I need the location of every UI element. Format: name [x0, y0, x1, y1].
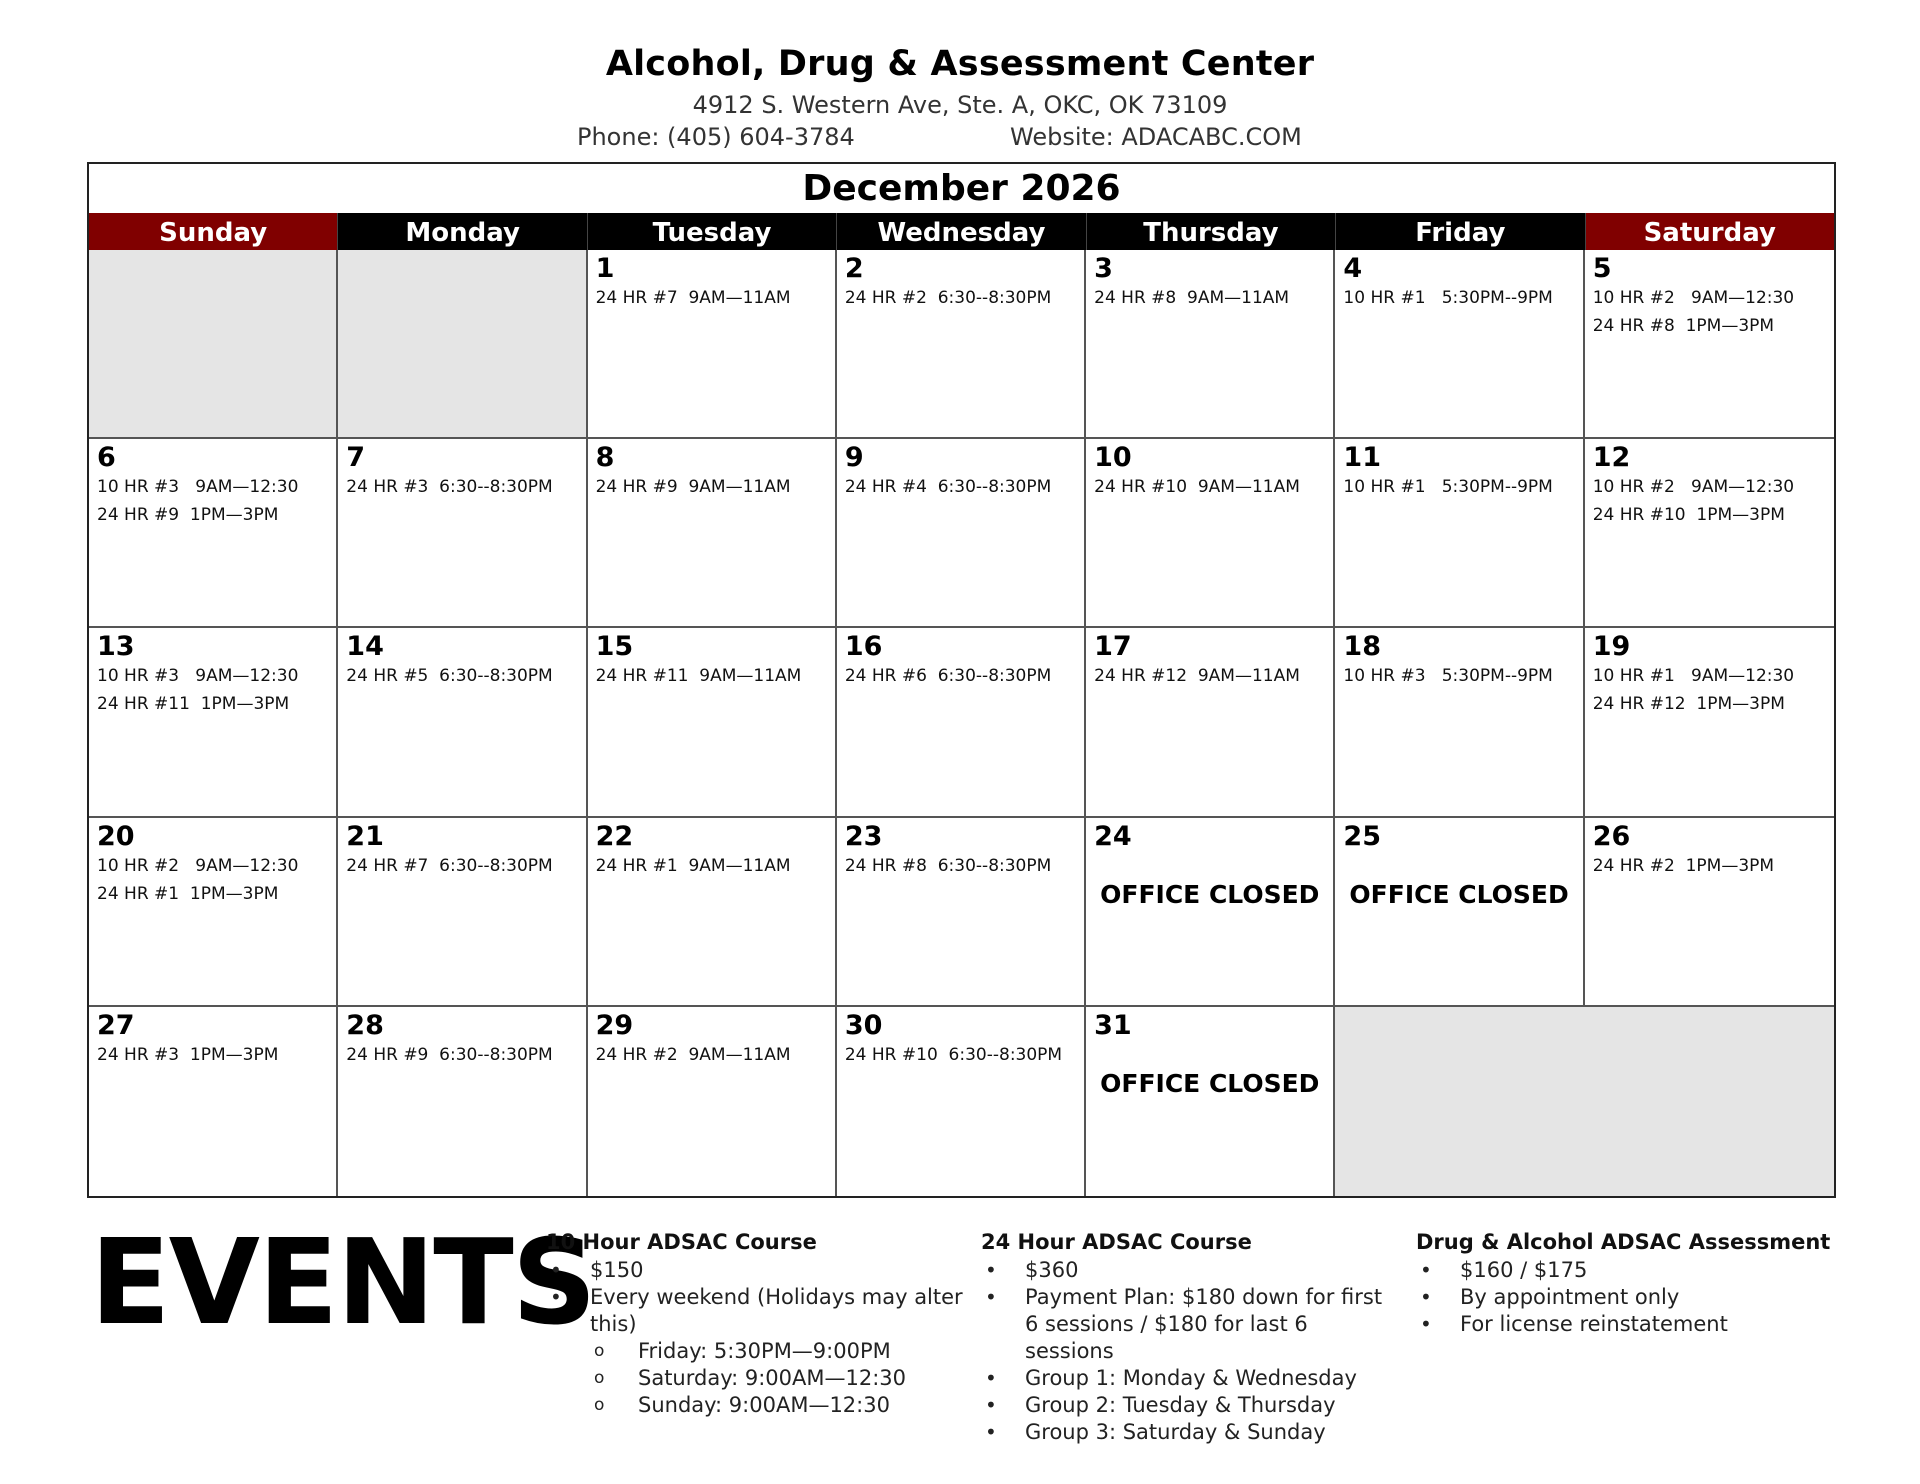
class-session: 24 HR #2 6:30--8:30PM: [844, 288, 1052, 308]
day-number: 28: [346, 1009, 384, 1041]
bullet-item: • $360: [981, 1257, 1401, 1284]
office-closed-notice: OFFICE CLOSED: [1349, 879, 1569, 909]
day-number: 4: [1343, 253, 1363, 284]
day-cell: [89, 1007, 338, 1196]
day-number: 21: [346, 820, 384, 852]
day-cell: [1335, 818, 1584, 1007]
day-number: 26: [1592, 820, 1631, 852]
empty-day-cell: [338, 250, 587, 439]
class-session: 24 HR #3 1PM—3PM: [97, 1044, 279, 1065]
assessment-title: Drug & Alcohol ADSAC Assessment: [1416, 1230, 1831, 1254]
ten-hour-course-title: 10 Hour ADSAC Course: [546, 1230, 817, 1254]
day-cell: [89, 628, 338, 817]
class-session: 24 HR #12 1PM—3PM: [1592, 694, 1785, 715]
day-cell: [1585, 439, 1834, 628]
day-number: 11: [1343, 442, 1381, 474]
day-of-week-header: [89, 213, 1834, 250]
calendar-grid: [89, 250, 1834, 1196]
day-cell: [1335, 250, 1584, 439]
class-session: 24 HR #8 6:30--8:30PM: [844, 855, 1052, 876]
class-session: 24 HR #4 6:30--8:30PM: [844, 477, 1052, 498]
day-number: 15: [595, 631, 634, 663]
day-cell: [338, 818, 587, 1007]
class-session: 10 HR #3 5:30PM--9PM: [1343, 666, 1553, 687]
dow-sunday: Sunday: [89, 213, 338, 250]
org-phone: Phone: (405) 604-3784: [577, 123, 855, 151]
class-session: 10 HR #3 9AM—12:30: [97, 666, 299, 687]
day-cell: [1335, 628, 1584, 817]
day-cell: [837, 439, 1086, 628]
day-number: 14: [346, 631, 384, 663]
dow-monday: Monday: [338, 213, 587, 250]
class-session: 24 HR #7 6:30--8:30PM: [346, 855, 553, 876]
class-session: 24 HR #1 9AM—11AM: [595, 855, 791, 876]
day-number: 27: [97, 1009, 135, 1041]
bullet-item: • Group 3: Saturday & Sunday: [981, 1419, 1401, 1446]
day-cell: [837, 818, 1086, 1007]
class-session: 24 HR #1 1PM—3PM: [97, 883, 279, 904]
class-session: 24 HR #9 6:30--8:30PM: [346, 1044, 553, 1065]
day-cell: [89, 818, 338, 1007]
day-number: 23: [844, 820, 883, 852]
org-address: 4912 S. Western Ave, Ste. A, OKC, OK 73109: [692, 91, 1228, 119]
day-cell: [1585, 628, 1834, 817]
day-cell: [1585, 250, 1834, 439]
day-number: 10: [1094, 442, 1132, 474]
day-cell: [1335, 439, 1584, 628]
day-number: 18: [1343, 631, 1381, 663]
twenty-four-hour-course-list: [981, 1257, 1401, 1446]
day-cell: [338, 1007, 587, 1196]
bullet-item: • $160 / $175: [1416, 1257, 1836, 1284]
class-session: 24 HR #9 9AM—11AM: [595, 477, 791, 498]
day-number: 24: [1094, 820, 1132, 852]
class-session: 24 HR #10 9AM—11AM: [1094, 477, 1300, 498]
dow-wednesday: Wednesday: [837, 213, 1086, 250]
class-session: 10 HR #3 9AM—12:30: [97, 477, 299, 498]
day-number: 20: [97, 820, 135, 852]
class-session: 24 HR #2 9AM—11AM: [595, 1044, 791, 1065]
day-cell: [588, 1007, 837, 1196]
sub-bullet-item: o Sunday: 9:00AM—12:30: [546, 1392, 966, 1419]
org-title: Alcohol, Drug & Assessment Center: [605, 44, 1315, 84]
day-number: 22: [595, 820, 634, 852]
bullet-item: • Every weekend (Holidays may alter this): [546, 1284, 966, 1338]
dow-saturday: Saturday: [1586, 213, 1834, 250]
day-number: 17: [1094, 631, 1132, 663]
assessment-list: [1416, 1257, 1836, 1338]
bullet-item: • Group 1: Monday & Wednesday: [981, 1365, 1401, 1392]
day-cell: [1086, 628, 1335, 817]
class-session: 10 HR #2 9AM—12:30: [1592, 288, 1795, 308]
class-session: 24 HR #2 1PM—3PM: [1592, 855, 1775, 876]
class-session: 10 HR #2 9AM—12:30: [1592, 477, 1795, 498]
office-closed-notice: OFFICE CLOSED: [1100, 879, 1320, 909]
day-number: 31: [1094, 1009, 1132, 1041]
events-heading: EVENTS: [90, 1213, 595, 1351]
bullet-item: • $150: [546, 1257, 966, 1284]
sub-bullet-item: o Saturday: 9:00AM—12:30: [546, 1365, 966, 1392]
class-session: 24 HR #12 9AM—11AM: [1094, 666, 1300, 687]
ten-hour-course-list: [546, 1257, 966, 1338]
day-cell: [588, 250, 837, 439]
day-cell: [89, 439, 338, 628]
day-number: 5: [1592, 253, 1612, 284]
day-number: 6: [97, 442, 116, 474]
day-number: 12: [1592, 442, 1631, 474]
calendar: [87, 162, 1836, 1198]
day-number: 13: [97, 631, 135, 663]
ten-hour-course-info: [546, 1230, 966, 1419]
day-cell: [837, 628, 1086, 817]
day-number: 19: [1592, 631, 1631, 663]
day-cell: [837, 1007, 1086, 1196]
day-cell: [1086, 1007, 1335, 1196]
bullet-item: • Payment Plan: $180 down for first 6 sessions / $180 for last 6 sessions: [981, 1284, 1401, 1365]
class-session: 24 HR #11 9AM—11AM: [595, 666, 802, 687]
class-session: 10 HR #1 5:30PM--9PM: [1343, 477, 1553, 498]
class-session: 10 HR #1 9AM—12:30: [1592, 666, 1795, 687]
dow-thursday: Thursday: [1087, 213, 1336, 250]
ten-hour-schedule-list: [546, 1338, 966, 1419]
day-cell: [338, 439, 587, 628]
sub-bullet-item: o Friday: 5:30PM—9:00PM: [546, 1338, 966, 1365]
day-number: 25: [1343, 820, 1381, 852]
day-number: 8: [595, 442, 615, 474]
class-session: 10 HR #2 9AM—12:30: [97, 855, 299, 876]
class-session: 24 HR #6 6:30--8:30PM: [844, 666, 1052, 687]
day-cell: [837, 250, 1086, 439]
day-number: 29: [595, 1009, 634, 1041]
class-session: 24 HR #9 1PM—3PM: [97, 505, 279, 526]
class-session: 24 HR #10 6:30--8:30PM: [844, 1044, 1063, 1065]
empty-day-cell: [1335, 1007, 1834, 1196]
day-cell: [1086, 250, 1335, 439]
twenty-four-hour-course-info: [981, 1230, 1401, 1446]
class-session: 24 HR #3 6:30--8:30PM: [346, 477, 553, 498]
bullet-item: • Group 2: Tuesday & Thursday: [981, 1392, 1401, 1419]
class-session: 24 HR #11 1PM—3PM: [97, 694, 290, 715]
class-session: 24 HR #8 1PM—3PM: [1592, 316, 1775, 336]
day-number: 2: [844, 253, 864, 284]
dow-tuesday: Tuesday: [588, 213, 837, 250]
dow-friday: Friday: [1336, 213, 1585, 250]
day-number: 7: [346, 442, 366, 474]
day-number: 1: [595, 253, 615, 284]
bullet-item: • For license reinstatement: [1416, 1311, 1836, 1338]
day-cell: [588, 818, 837, 1007]
day-cell: [338, 628, 587, 817]
day-cell: [1086, 439, 1335, 628]
office-closed-notice: OFFICE CLOSED: [1100, 1068, 1320, 1098]
day-cell: [588, 439, 837, 628]
month-title: December 2026: [802, 168, 1121, 209]
day-number: 3: [1094, 253, 1113, 284]
day-number: 16: [844, 631, 883, 663]
org-website: Website: ADACABC.COM: [1010, 123, 1302, 151]
class-session: 24 HR #5 6:30--8:30PM: [346, 666, 553, 687]
day-number: 9: [844, 442, 864, 474]
class-session: 10 HR #1 5:30PM--9PM: [1343, 288, 1553, 308]
day-cell: [1086, 818, 1335, 1007]
assessment-info: [1416, 1230, 1836, 1338]
bullet-item: • By appointment only: [1416, 1284, 1836, 1311]
day-cell: [588, 628, 837, 817]
day-number: 30: [844, 1009, 883, 1041]
empty-day-cell: [89, 250, 338, 439]
class-session: 24 HR #10 1PM—3PM: [1592, 505, 1785, 526]
day-cell: [1585, 818, 1834, 1007]
twenty-four-hour-course-title: 24 Hour ADSAC Course: [981, 1230, 1252, 1254]
class-session: 24 HR #8 9AM—11AM: [1094, 288, 1290, 308]
class-session: 24 HR #7 9AM—11AM: [595, 288, 791, 308]
